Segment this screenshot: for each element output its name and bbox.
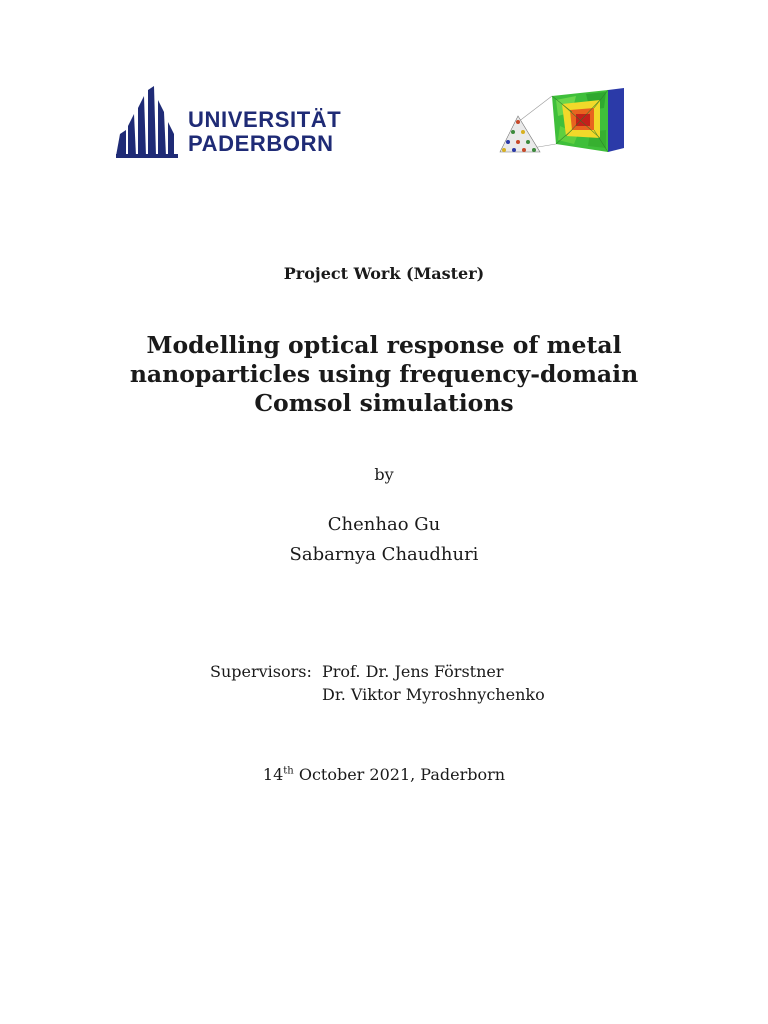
university-name-line2: PADERBORN: [188, 131, 334, 156]
date-day: 14: [262, 765, 284, 784]
document-title: [0, 331, 768, 418]
nanoparticle-mesh-icon: [496, 86, 628, 160]
university-logo-mark-icon: [116, 86, 182, 158]
supervisors-list: [322, 660, 545, 706]
author-name: Chenhao Gu: [327, 514, 441, 535]
author-name: Sabarnya Chaudhuri: [289, 544, 479, 565]
supervisor-name: Dr. Viktor Myroshnychenko: [322, 685, 545, 704]
university-name-line1: UNIVERSITÄT: [188, 107, 342, 132]
title-line: Modelling optical response of metal: [146, 331, 622, 359]
date-rest: October 2021, Paderborn: [293, 765, 506, 784]
date-ordinal-suffix: th: [283, 765, 294, 777]
supervisors-label: Supervisors:: [210, 662, 312, 681]
work-type: Project Work (Master): [283, 264, 485, 283]
by-label: by: [374, 465, 394, 484]
university-name: [188, 108, 341, 156]
submission-date: [0, 765, 768, 784]
university-logo: [116, 86, 346, 160]
title-line: nanoparticles using frequency-domain: [129, 360, 639, 388]
title-line: Comsol simulations: [254, 389, 514, 417]
supervisor-name: Prof. Dr. Jens Förstner: [322, 662, 504, 681]
